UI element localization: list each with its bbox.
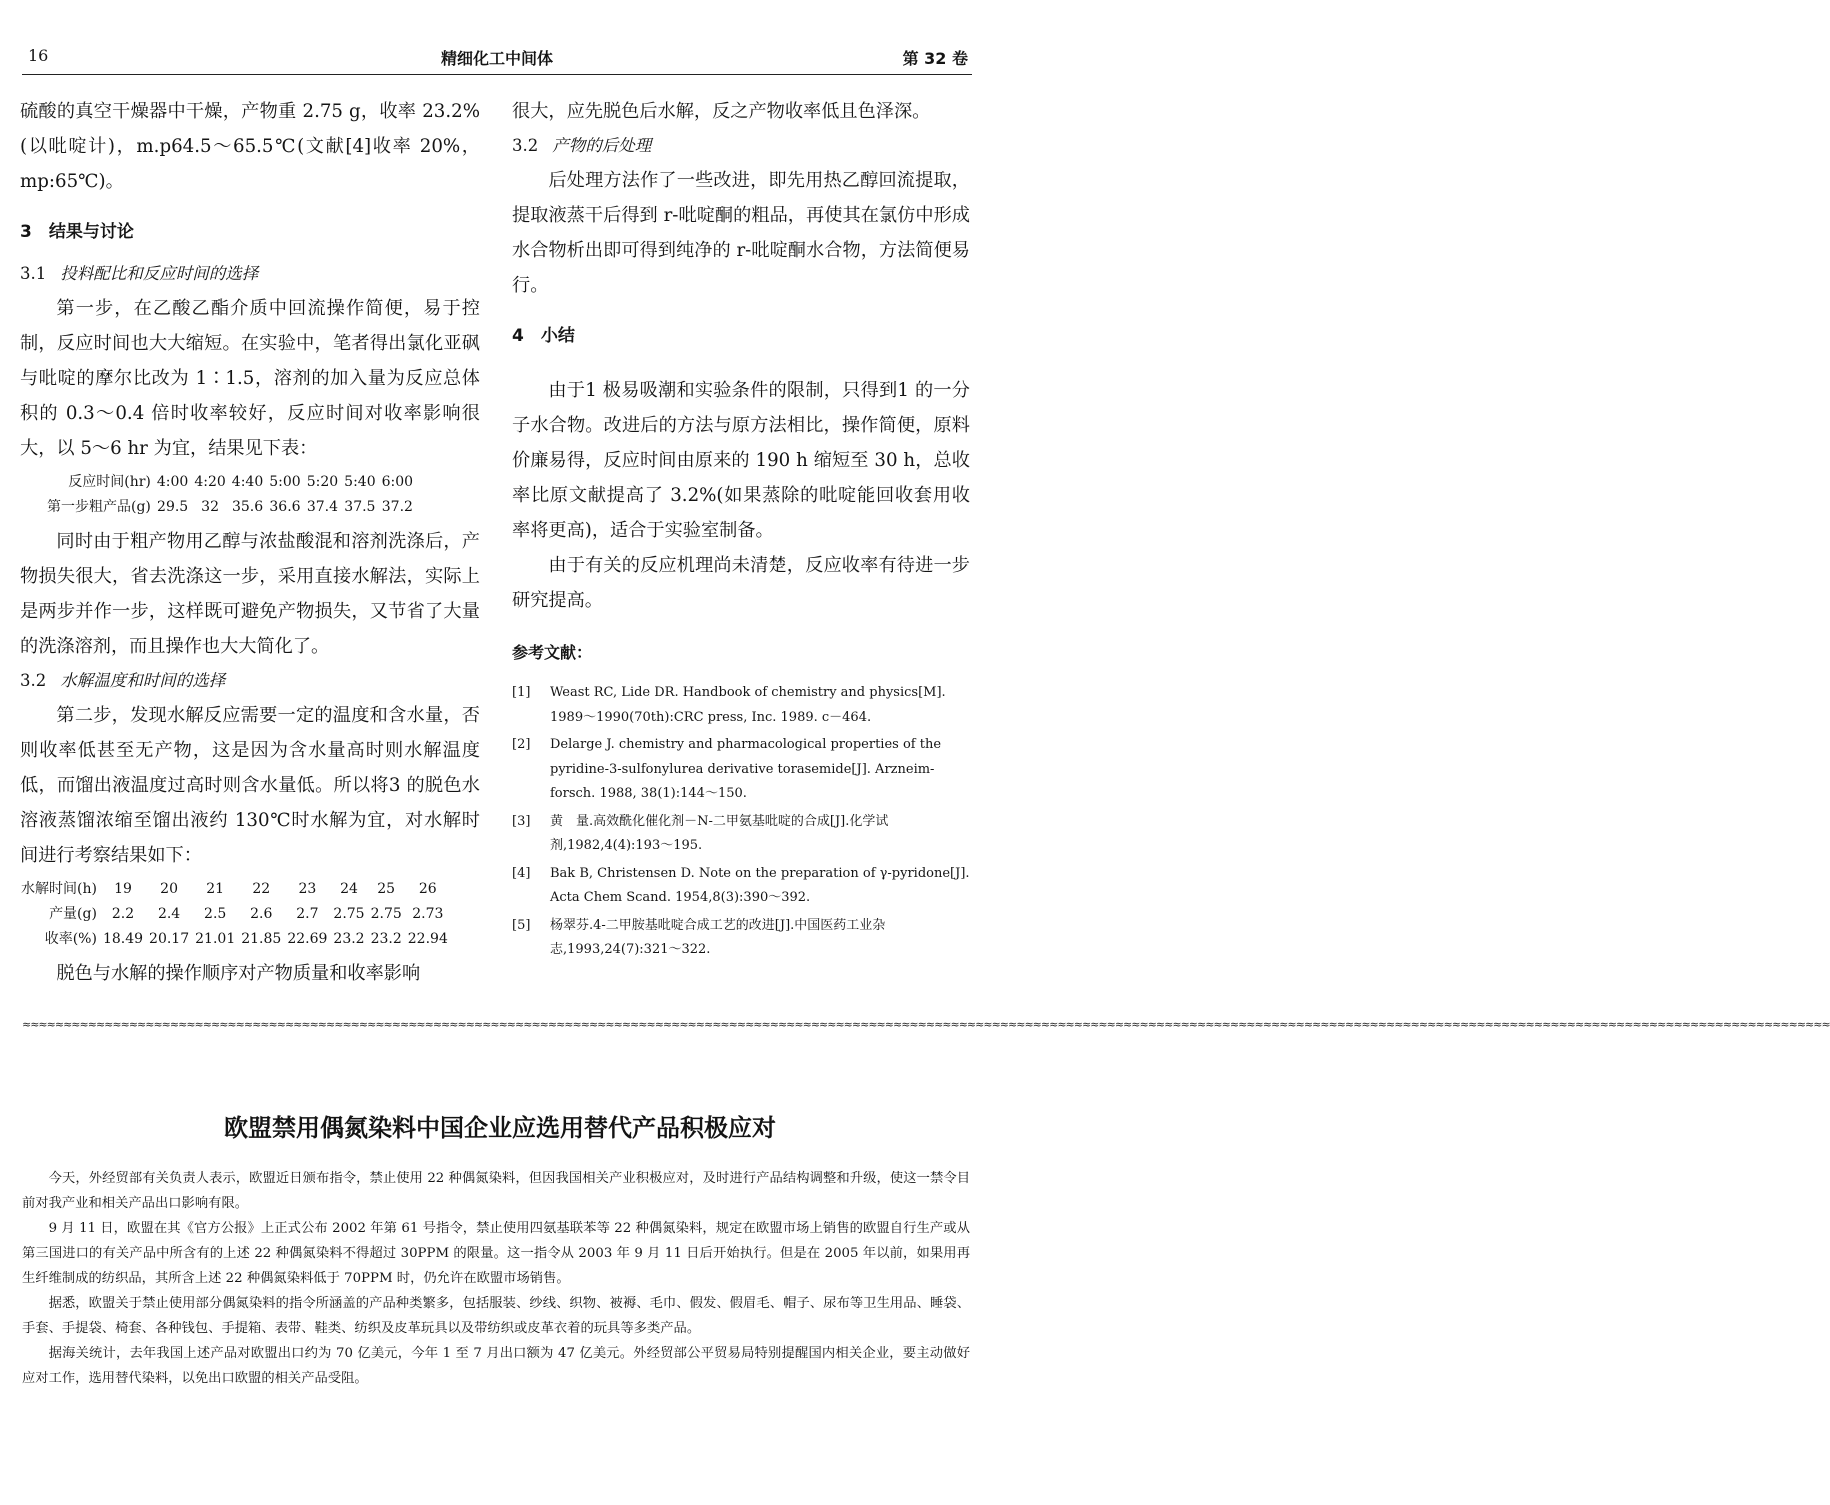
reaction-time-table — [44, 470, 416, 520]
subsection-heading — [20, 664, 480, 698]
news-paragraph: 今天，外经贸部有关负责人表示，欧盟近日颁布指令，禁止使用 22 种偶氮染料，但因我国相关产业积极应对，及时进行产品结构调整和升级，使这一禁令目前对我产业和相关产品出口影响有限。 — [22, 1171, 970, 1211]
reference-number: [4] — [512, 865, 531, 881]
reference-list — [512, 681, 970, 963]
table-cell: 2.75 — [370, 906, 402, 922]
news-paragraph: 据悉，欧盟关于禁止使用部分偶氮染料的指令所涵盖的产品种类繁多，包括服装、纱线、织物、被褥、毛巾、假发、假眉毛、帽子、尿布等卫生用品、睡袋、手套、手提袋、椅套、各种钱包、手提箱、表带、鞋类、纺织及皮革玩具以及带纺织或皮革衣着的玩具等多类产品。 — [22, 1296, 970, 1336]
table-cell: 19 — [114, 881, 132, 897]
table-cell: 5:20 — [306, 474, 339, 490]
news-paragraph: 9 月 11 日，欧盟在其《官方公报》上正式公布 2002 年第 61 号指令，禁止使用四氨基联苯等 22 种偶氮染料，规定在欧盟市场上销售的欧盟自行生产或从第三国进口的有关产品中所含有的上述 22 种偶氮染料不得超过 30PPM 的限量。这一指令从 2003 年 9 月 11 日后开始执行。但是在 2005 年以前，如果用再生纤维制成的纺织品，其所含上述 22 种偶氮染料低于 70PPM 时，仍允许在欧盟市场销售。 — [22, 1221, 970, 1286]
news-title: 欧盟禁用偶氮染料中国企业应选用替代产品积极应对 — [224, 1114, 776, 1142]
right-column — [512, 94, 970, 966]
volume-label: 第 32 卷 — [902, 49, 968, 68]
table-cell: 2.75 — [333, 906, 365, 922]
subsection-number: 3.1 — [20, 264, 47, 283]
table-cell: 23.2 — [370, 931, 402, 947]
reference-number: [2] — [512, 737, 531, 752]
paragraph: 第一步，在乙酸乙酯介质中回流操作简便，易于控制，反应时间也大大缩短。在实验中，笔者得出氯化亚砜与吡啶的摩尔比改为 1∶1.5，溶剂的加入量为反应总体积的 0.3～0.4 倍时收率较好，反应时间对收率影响很大，以 5～6 hr 为宜，结果见下表： — [20, 298, 480, 459]
running-header — [22, 40, 972, 75]
subsection-title: 投料配比和反应时间的选择 — [60, 264, 259, 283]
table-cell: 22 — [252, 881, 271, 897]
reference-text: Delarge J. chemistry and pharmacological properties of the pyridine-3-sulfonylurea derivative torasemide[J]. Arzneim-forsch. 1988, 38(1):144～150. — [550, 737, 942, 801]
table-cell: 37.5 — [344, 499, 376, 515]
reference-number: [1] — [512, 685, 531, 700]
table-cell: 2.2 — [111, 906, 135, 922]
table-cell: 2.5 — [204, 906, 227, 922]
table-label: 反应时间(hr) — [68, 474, 151, 490]
reference-number: [5] — [512, 917, 531, 933]
news-paragraph: 据海关统计，去年我国上述产品对欧盟出口约为 70 亿美元，今年 1 至 7 月出口额为 47 亿美元。外经贸部公平贸易局特别提醒国内相关企业，要主动做好应对工作，选用替代染料，以免出口欧盟的相关产品受阻。 — [22, 1346, 970, 1386]
table-cell: 20 — [160, 881, 178, 897]
table-cell: 37.2 — [381, 499, 413, 515]
table-cell: 22.69 — [287, 931, 328, 947]
table-cell: 37.4 — [306, 499, 339, 515]
paragraph: 脱色与水解的操作顺序对产物质量和收率影响 — [56, 963, 421, 984]
table-cell: 26 — [418, 881, 437, 897]
table-cell: 5:00 — [269, 474, 301, 490]
table-cell: 4:00 — [156, 474, 189, 490]
reference-item — [512, 862, 970, 911]
table-cell: 24 — [340, 881, 358, 897]
hydrolysis-time-table — [18, 877, 451, 952]
reference-item — [512, 914, 970, 963]
paragraph: 由于1 极易吸潮和实验条件的限制，只得到1 的一分子水合物。改进后的方法与原方法相比，操作简便，原料价廉易得，反应时间由原来的 190 h 缩短至 30 h，总收率比原文献提高了 3.2%(如果蒸除的吡啶能回收套用收率将更高)，适合于实验室制备。 — [512, 380, 970, 541]
reference-item — [512, 733, 970, 807]
table-cell: 21 — [206, 881, 225, 897]
table-label: 产量(g) — [49, 906, 97, 922]
table-cell: 2.4 — [157, 906, 181, 922]
table-label: 水解时间(h) — [21, 881, 97, 897]
table-label: 收率(%) — [44, 931, 97, 947]
subsection-heading — [20, 257, 480, 291]
reference-text: 杨翠芬.4-二甲胺基吡啶合成工艺的改进[J].中国医药工业杂志,1993,24(7):321～322. — [550, 917, 886, 957]
subsection-heading — [512, 129, 970, 163]
table-cell: 36.6 — [269, 499, 301, 515]
paragraph: 同时由于粗产物用乙醇与浓盐酸混和溶剂洗涤后，产物损失很大，省去洗涤这一步，采用直接水解法，实际上是两步并作一步，这样既可避免产物损失，又节省了大量的洗涤溶剂，而且操作也大大简化了。 — [20, 531, 480, 657]
section-heading: 3 结果与讨论 — [20, 222, 134, 242]
table-cell: 6:00 — [381, 474, 414, 490]
paragraph: 后处理方法作了一些改进，即先用热乙醇回流提取，提取液蒸干后得到 r-吡啶酮的粗品，再使其在氯仿中形成水合物析出即可得到纯净的 r-吡啶酮水合物，方法简便易行。 — [512, 170, 970, 296]
table-cell: 2.6 — [250, 906, 273, 922]
table-cell: 21.85 — [241, 931, 282, 947]
reference-item — [512, 681, 970, 730]
news-article — [22, 1166, 970, 1391]
ornamental-divider: ≈≈≈≈≈≈≈≈≈≈≈≈≈≈≈≈≈≈≈≈≈≈≈≈≈≈≈≈≈≈≈≈≈≈≈≈≈≈≈≈≈≈≈≈≈≈≈≈≈≈≈≈≈≈≈≈≈≈≈≈≈≈≈≈≈≈≈≈≈≈≈≈≈≈≈≈≈≈≈≈≈≈≈≈≈≈≈≈≈≈≈≈≈≈≈≈≈≈≈≈≈≈≈≈≈≈≈≈≈≈≈≈≈≈≈≈≈≈≈≈≈≈≈≈≈≈≈≈≈≈≈≈≈≈≈≈≈≈≈≈≈≈≈≈≈≈≈≈≈≈≈≈≈≈≈≈≈≈≈≈≈≈≈≈≈≈≈≈≈≈≈≈≈≈≈≈≈≈≈≈≈≈≈≈≈≈≈≈≈≈≈≈≈≈≈≈≈≈≈≈≈≈≈≈≈≈≈≈≈≈≈≈≈≈≈≈≈≈≈≈ — [22, 1018, 1830, 1031]
table-cell: 29.5 — [157, 499, 189, 515]
section-heading: 4 小结 — [512, 326, 575, 346]
page-number: 16 — [28, 46, 49, 65]
reference-text: Bak B, Christensen D. Note on the preparation of γ-pyridone[J]. Acta Chem Scand. 1954,8(3):390～392. — [550, 865, 970, 905]
reference-text: Weast RC, Lide DR. Handbook of chemistry and physics[M]. 1989～1990(70th):CRC press, Inc. 1989. c－464. — [550, 685, 946, 725]
table-cell: 4:40 — [231, 474, 264, 490]
references-heading: 参考文献： — [512, 643, 593, 662]
reference-text: 黄 量.高效酰化催化剂－N-二甲氨基吡啶的合成[J].化学试剂,1982,4(4):193～195. — [550, 813, 889, 853]
subsection-title: 水解温度和时间的选择 — [60, 671, 226, 690]
paragraph: 由于有关的反应机理尚未清楚，反应收率有待进一步研究提高。 — [512, 555, 970, 611]
table-cell: 5:40 — [344, 474, 376, 490]
table-cell: 32 — [201, 499, 219, 515]
table-cell: 2.7 — [296, 906, 319, 922]
subsection-number: 3.2 — [20, 671, 47, 690]
table-label: 第一步粗产品(g) — [47, 499, 151, 515]
reference-number: [3] — [512, 813, 531, 829]
table-cell: 18.49 — [102, 931, 144, 947]
table-cell: 4:20 — [194, 474, 226, 490]
reference-item — [512, 810, 970, 859]
paragraph: 很大，应先脱色后水解，反之产物收率低且色泽深。 — [512, 101, 931, 122]
table-cell: 23 — [298, 881, 317, 897]
subsection-number: 3.2 — [512, 136, 539, 155]
journal-title: 精细化工中间体 — [440, 49, 553, 68]
left-column — [20, 94, 480, 991]
table-cell: 35.6 — [231, 499, 264, 515]
table-cell: 21.01 — [195, 931, 236, 947]
table-cell: 20.17 — [149, 931, 190, 947]
table-cell: 25 — [377, 881, 396, 897]
paragraph: 硫酸的真空干燥器中干燥，产物重 2.75 g，收率 23.2%(以吡啶计)，m.p64.5～65.5℃(文献[4]收率 20%，mp:65℃)。 — [20, 101, 480, 192]
subsection-title: 产物的后处理 — [552, 136, 652, 155]
table-cell: 2.73 — [412, 906, 444, 922]
table-cell: 23.2 — [333, 931, 365, 947]
paragraph: 第二步，发现水解反应需要一定的温度和含水量，否则收率低甚至无产物，这是因为含水量高时则水解温度低，而馏出液温度过高时则含水量低。所以将3 的脱色水溶液蒸馏浓缩至馏出液约 130℃时水解为宜，对水解时间进行考察结果如下： — [20, 705, 480, 866]
table-cell: 22.94 — [407, 931, 448, 947]
